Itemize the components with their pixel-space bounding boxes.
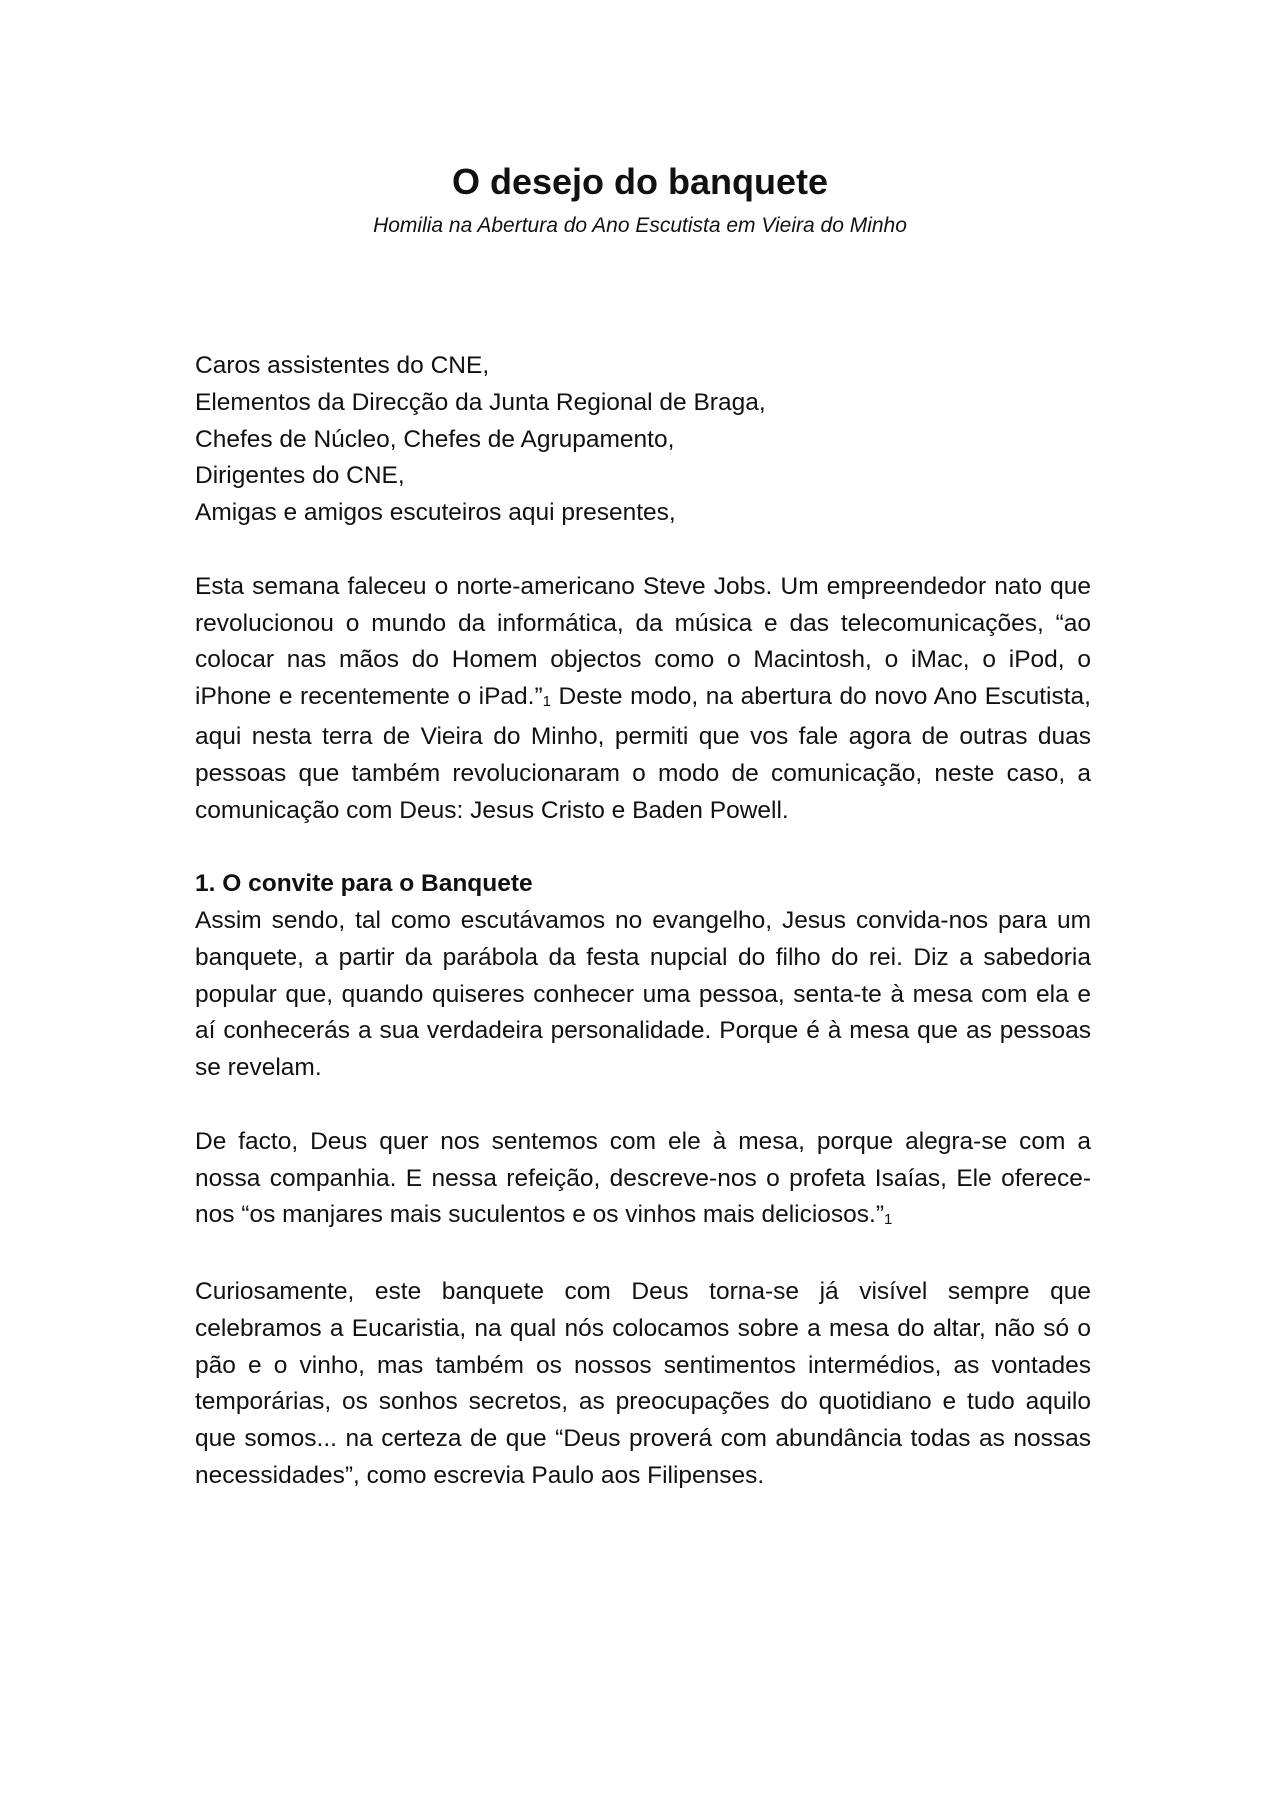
document-title: O desejo do banquete xyxy=(451,161,829,202)
section-paragraph: Curiosamente, este banquete com Deus torna-se já visível sempre que celebramos a Eucaristia, na qual nós colocamos sobre a mesa do altar, não só o pão e o vinho, mas também os nossos sentimentos intermédios, as vontades temporárias, os sonhos secretos, as preocupações do quotidiano e tudo aquilo que somos... na certeza de que “Deus proverá com abundância todas as nossas necessidades”, como escrevia Paulo aos Filipenses. xyxy=(195,1277,1091,1489)
document-subtitle: Homilia na Abertura do Ano Escutista em Vieira do Minho xyxy=(373,214,907,237)
footnote-marker: 1 xyxy=(884,1211,893,1229)
intro-paragraph xyxy=(195,569,1091,830)
document-body xyxy=(195,348,1091,1495)
greeting-line: Dirigentes do CNE, xyxy=(195,462,405,490)
intro-text-continued: Deste modo, na abertura do novo Ano Escutista, aqui nesta terra de Vieira do Minho, permiti que vos fale agora de outras duas pessoas que também revolucionaram o modo de comunicação, neste caso, a comunicação com Deus: Jesus Cristo e Baden Powell. xyxy=(195,683,1091,824)
greeting-line: Amigas e amigos escuteiros aqui presentes, xyxy=(195,499,676,527)
section-paragraph: Assim sendo, tal como escutávamos no evangelho, Jesus convida-nos para um banquete, a partir da parábola da festa nupcial do filho do rei. Diz a sabedoria popular que, quando quiseres conhecer uma pessoa, senta-te à mesa com ela e aí conhecerás a sua verdadeira personalidade. Porque é à mesa que as pessoas se revelam. xyxy=(195,906,1091,1082)
greeting-line: Caros assistentes do CNE, xyxy=(195,352,490,379)
footnote-marker: 1 xyxy=(542,693,551,711)
intro-text: Esta semana faleceu o norte-americano Steve Jobs. Um empreendedor nato que revolucionou o mundo da informática, da música e das telecomunicações, “ao colocar nas mãos do Homem objectos como o Macintosh, o iMac, o iPod, o iPhone e recentemente o iPad.” xyxy=(195,572,1091,711)
greeting-line: Elementos da Direcção da Junta Regional de Braga, xyxy=(195,388,766,416)
greeting-line: Chefes de Núcleo, Chefes de Agrupamento, xyxy=(195,425,675,453)
paragraph-text: De facto, Deus quer nos sentemos com ele à mesa, porque alegra-se com a nossa companhia. E nessa refeição, descreve-nos o profeta Isaías, Ele oferece-nos “os manjares mais suculentos e os vinhos mais deliciosos.” xyxy=(195,1127,1091,1229)
section-paragraph xyxy=(195,1124,1091,1237)
greeting-block xyxy=(195,348,1091,532)
section-heading: 1. O convite para o Banquete xyxy=(195,870,533,898)
